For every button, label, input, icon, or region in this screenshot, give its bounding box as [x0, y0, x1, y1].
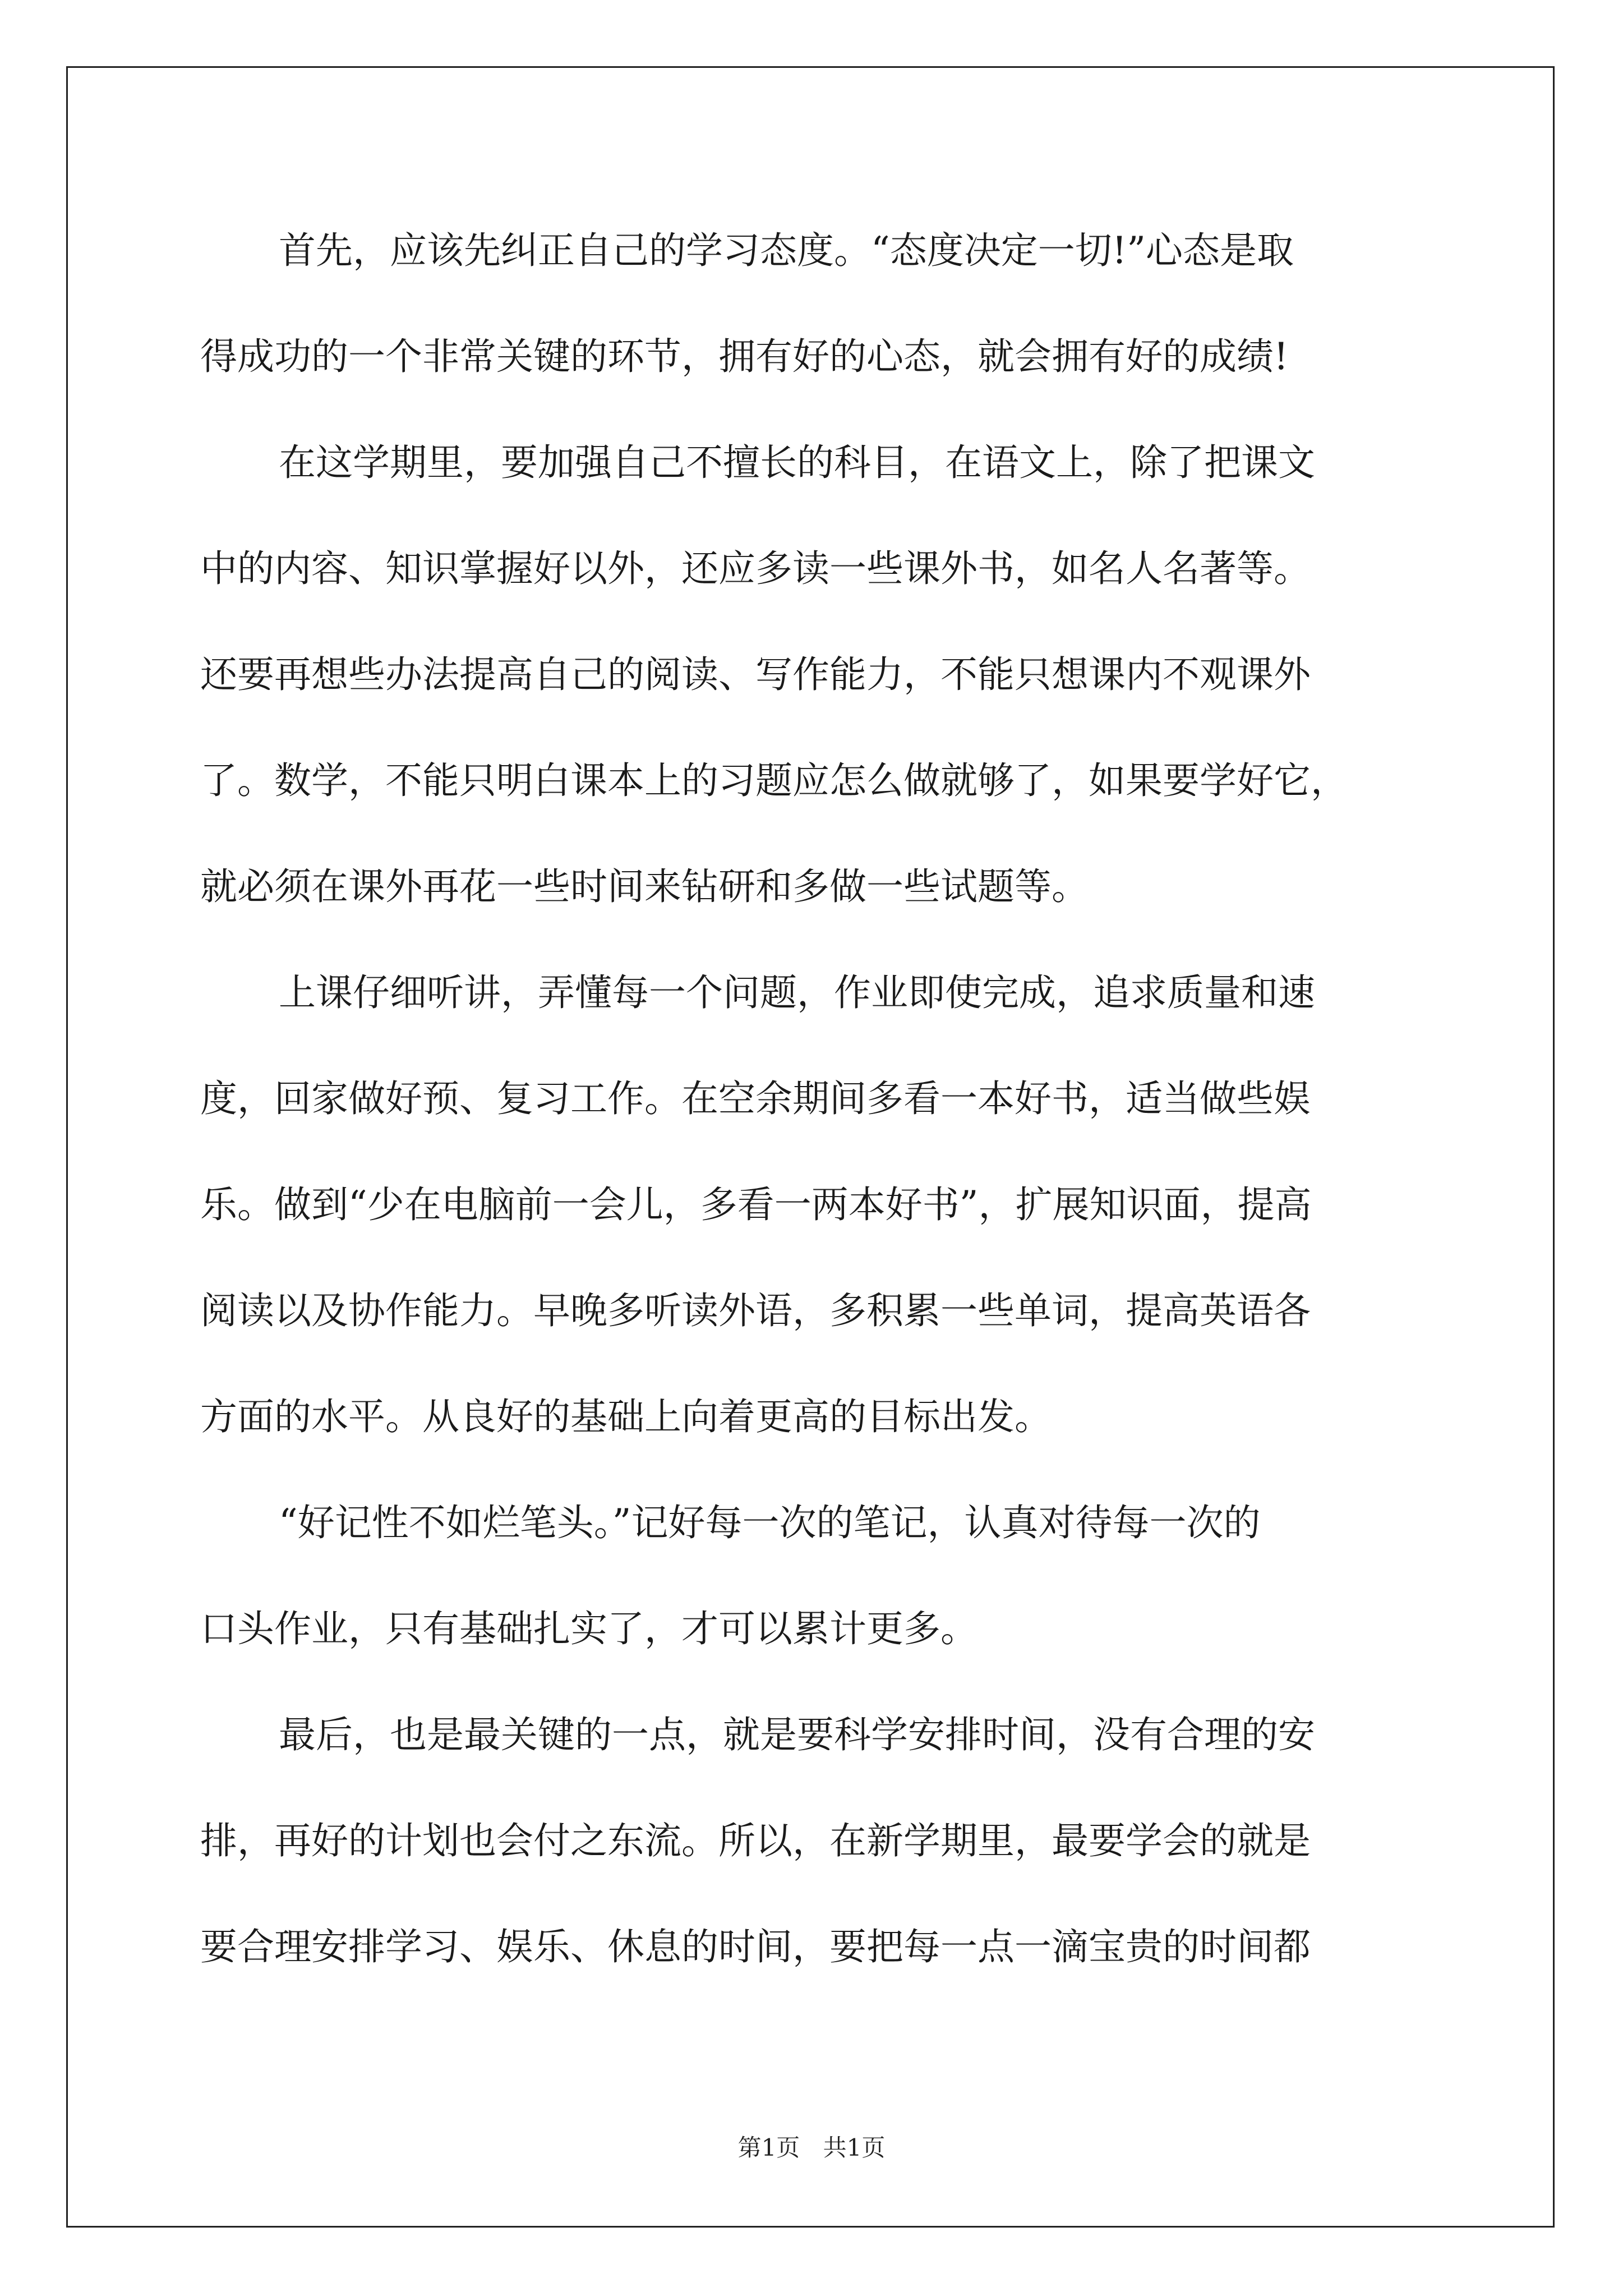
- text-line: 得成功的一个非常关键的环节，拥有好的心态，就会拥有好的成绩!: [200, 335, 1289, 378]
- text-line: 上课仔细听讲，弄懂每一个问题，作业即使完成，追求质量和速: [279, 971, 1315, 1014]
- text-line: 乐。做到“少在电脑前一会儿，多看一两本好书”，扩展知识面，提高: [200, 1183, 1312, 1226]
- text-line: 排，再好的计划也会付之东流。所以，在新学期里，最要学会的就是: [200, 1819, 1311, 1862]
- text-line: “好记性不如烂笔头。”记好每一次的笔记，认真对待每一次的: [279, 1501, 1261, 1544]
- page-number-label: 第1页: [737, 2134, 800, 2161]
- text-line: 度，回家做好预、复习工作。在空余期间多看一本好书，适当做些娱: [200, 1077, 1311, 1120]
- text-line: 就必须在课外再花一些时间来钻研和多做一些试题等。: [200, 865, 1089, 908]
- text-line: 阅读以及协作能力。早晚多听读外语，多积累一些单词，提高英语各: [200, 1289, 1311, 1332]
- text-line: 首先，应该先纠正自己的学习态度。“态度决定一切!”心态是取: [279, 229, 1294, 272]
- text-line: 还要再想些办法提高自己的阅读、写作能力，不能只想课内不观课外: [200, 653, 1311, 696]
- page-total-label: 共1页: [823, 2134, 886, 2161]
- text-line: 口头作业，只有基础扎实了，才可以累计更多。: [200, 1607, 978, 1650]
- text-line: 在这学期里，要加强自己不擅长的科目，在语文上，除了把课文: [279, 441, 1315, 484]
- text-line: 要合理安排学习、娱乐、休息的时间，要把每一点一滴宝贵的时间都: [200, 1925, 1311, 1968]
- text-line: 最后，也是最关键的一点，就是要科学安排时间，没有合理的安: [279, 1713, 1315, 1756]
- text-line: 了。数学，不能只明白课本上的习题应怎么做就够了，如果要学好它，: [200, 759, 1348, 802]
- text-line: 方面的水平。从良好的基础上向着更高的目标出发。: [200, 1395, 1052, 1438]
- document-body: [200, 209, 1423, 2011]
- text-line: 中的内容、知识掌握好以外，还应多读一些课外书，如名人名著等。: [200, 547, 1311, 590]
- page-footer: [0, 2131, 1623, 2165]
